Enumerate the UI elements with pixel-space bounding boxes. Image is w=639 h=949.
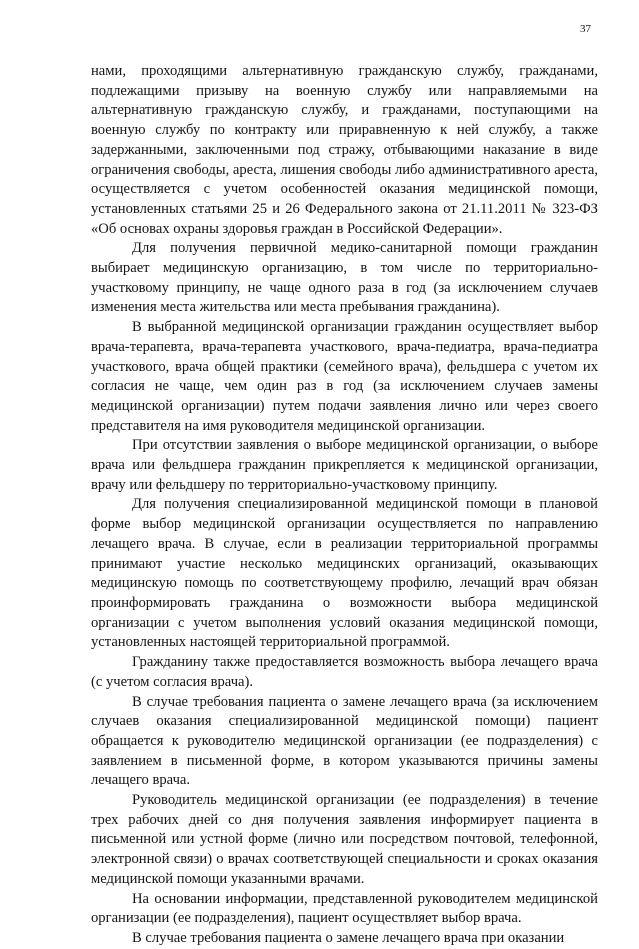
- paragraph-doctor-choice: В выбранной медицинской организации гражданин осуществляет выбор врача-терапевта, врача-терапевта участкового, врача-педиатра, врача-педиатра участкового, врача общей практики (семейного врача), фельдшера с учетом их согласия не чаще, чем один раз в год (за исключением случаев замены медицинской организации) путем подачи заявления лично или через своего представителя на имя руководителя медицинской организации.: [91, 319, 598, 434]
- paragraph-replacement-continued: В случае требования пациента о замене лечащего врача при оказании: [132, 929, 565, 946]
- paragraph-primary-care-choice: Для получения первичной медико-санитарной помощи гражданин выбирает медицинскую организацию, в том числе по территориально-участковому принципу, не чаще одного раза в год (за исключением случаев изменения места жительства или места пребывания гражданина).: [91, 240, 598, 316]
- paragraph-doctor-replacement: В случае требования пациента о замене лечащего врача (за исключением случаев оказания специализированной медицинской помощи) пациент обращается к руководителю медицинской организации (ее подразделения) с заявлением в письменной форме, в котором указываются причины замены лечащего врача.: [91, 693, 598, 789]
- paragraph-attending-doctor-choice: Гражданину также предоставляется возможность выбора лечащего врача (с учетом согласия врача).: [91, 654, 598, 690]
- page-number: 37: [580, 23, 591, 35]
- paragraph-no-application: При отсутствии заявления о выборе медицинской организации, о выборе врача или фельдшера гражданин прикрепляется к медицинской организации, врачу или фельдшеру по территориально-участковому принципу.: [91, 437, 598, 493]
- paragraph-specialized-care: Для получения специализированной медицинской помощи в плановой форме выбор медицинской организации осуществляется по направлению лечащего врача. В случае, если в реализации территориальной программы принимают участие несколько медицинских организаций, оказывающих медицинскую помощь по соответствующему профилю, лечащий врач обязан проинформировать гражданина о возможности выбора медицинской организации с учетом выполнения условий оказания медицинской помощи, установленных настоящей территориальной программой.: [91, 496, 598, 651]
- document-body: [91, 62, 598, 949]
- paragraph-patient-chooses: На основании информации, представленной руководителем медицинской организации (ее подразделения), пациент осуществляет выбор врача.: [91, 890, 598, 927]
- paragraph-continuation: нами, проходящими альтернативную гражданскую службу, гражданами, подлежащими призыву на военную службу или направляемыми на альтернативную гражданскую службу, и гражданами, поступающими на военную службу по контракту или приравненную к ней службу, а также задержанными, заключенными под стражу, отбывающими наказание в виде ограничения свободы, ареста, лишения свободы либо административного ареста, осуществляется с учетом особенностей оказания медицинской помощи, установленных статьями 25 и 26 Федерального закона от 21.11.2011 № 323-ФЗ «Об основах охраны здоровья граждан в Российской Федерации».: [91, 63, 598, 237]
- paragraph-head-informs: Руководитель медицинской организации (ее подразделения) в течение трех рабочих дней со дня получения заявления информирует пациента в письменной или устной форме (лично или посредством почтовой, телефонной, электронной связи) о врачах соответствующей специальности и сроках оказания медицинской помощи указанными врачами.: [91, 792, 598, 887]
